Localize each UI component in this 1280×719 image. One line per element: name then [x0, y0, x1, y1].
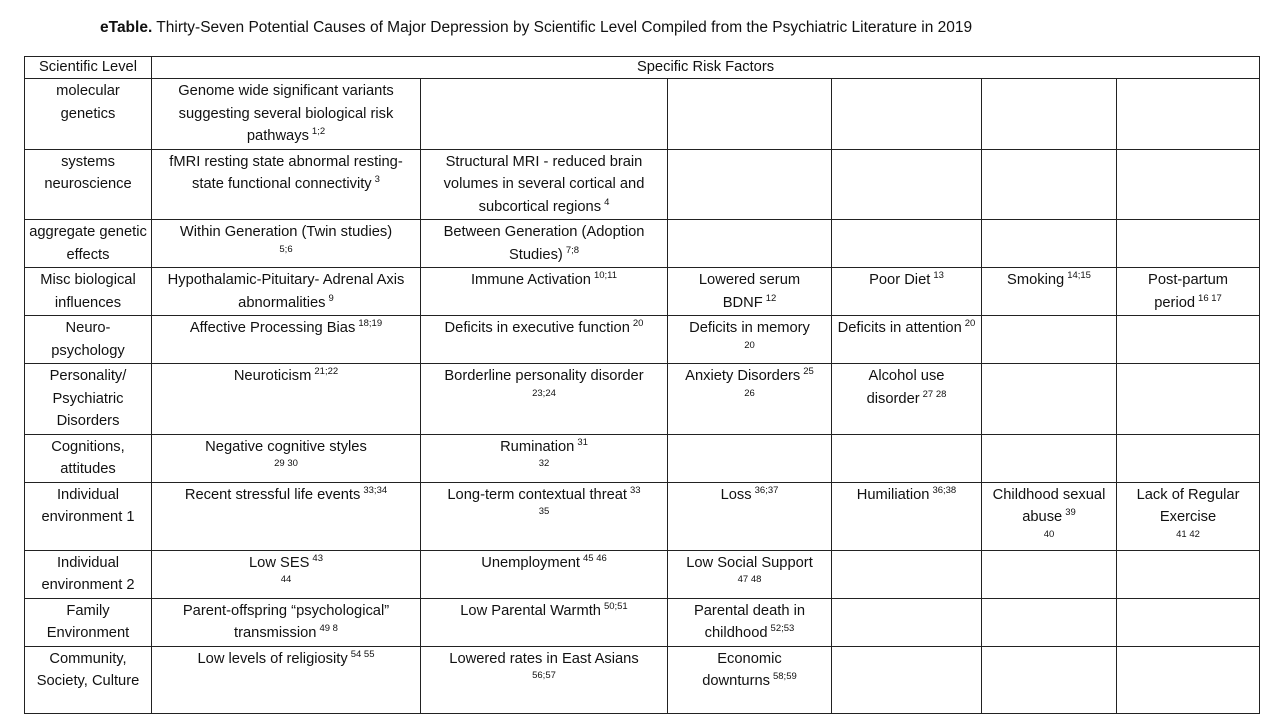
- risk-factor-cell: [982, 316, 1117, 364]
- risk-factor-cell: [668, 598, 832, 646]
- risk-factor-text: Affective Processing Bias: [189, 320, 356, 336]
- table-row: [25, 220, 1260, 268]
- citation-superscript: 9: [328, 292, 334, 304]
- citation-superscript: 31: [577, 436, 588, 448]
- citation-superscript: 58;59: [772, 671, 797, 682]
- risk-factor-cell: [832, 646, 982, 713]
- risk-factor-cell: [832, 364, 982, 435]
- table-row: [25, 550, 1260, 598]
- scientific-level-cell: systems neuroscience: [25, 149, 152, 220]
- risk-factor-cell: [1117, 364, 1260, 435]
- scientific-level-cell: aggregate genetic effects: [25, 220, 152, 268]
- citation-reference: 40: [1043, 528, 1055, 540]
- scientific-level-cell: Individual environment 2: [25, 550, 152, 598]
- citation-superscript: 14;15: [1067, 270, 1091, 281]
- citation-superscript: 18;19: [358, 318, 383, 329]
- citation-superscript: 20: [964, 318, 976, 329]
- risk-factor-text: Genome wide significant variants suggesting several biological risk pathways: [178, 83, 394, 144]
- scientific-level-cell: Individual environment 1: [25, 482, 152, 550]
- scientific-level-cell: Neuro-psychology: [25, 316, 152, 364]
- citation-superscript: 49 8: [319, 623, 338, 634]
- scientific-level-cell: Family Environment: [25, 598, 152, 646]
- risk-factor-text: Parental death in childhood: [693, 602, 806, 641]
- risk-factor-text: Deficits in attention: [837, 320, 962, 336]
- risk-factor-cell: [982, 268, 1117, 316]
- risk-factor-cell: [832, 268, 982, 316]
- risk-factor-text: Low Parental Warmth: [460, 602, 601, 619]
- risk-factor-text: Low levels of religiosity: [197, 650, 348, 667]
- risk-factor-cell: [421, 598, 668, 646]
- citation-superscript: 7;8: [565, 244, 580, 256]
- risk-factor-cell: [832, 149, 982, 220]
- risk-factor-cell: [421, 482, 668, 550]
- risk-factor-text: Low Social Support: [686, 554, 813, 571]
- risk-factor-text: Childhood sexual abuse: [992, 486, 1106, 525]
- risk-factor-text: Long-term contextual threat: [447, 486, 628, 503]
- risk-factor-cell: [152, 79, 421, 150]
- citation-superscript: 52;53: [770, 623, 795, 634]
- risk-factor-text: Hypothalamic-Pituitary- Adrenal Axis abnormalities: [167, 272, 405, 311]
- risk-factor-cell: [668, 316, 832, 364]
- risk-factor-text: Immune Activation: [470, 272, 591, 288]
- citation-reference: 26: [744, 387, 755, 399]
- risk-factor-cell: [982, 598, 1117, 646]
- table-row: [25, 149, 1260, 220]
- caption-title: Thirty-Seven Potential Causes of Major Depression by Scientific Level Compiled from the Psychiatric Literature in 2019: [156, 19, 973, 36]
- risk-factor-cell: [421, 220, 668, 268]
- risk-factor-cell: [982, 550, 1117, 598]
- risk-factor-cell: [982, 220, 1117, 268]
- risk-factor-text: Smoking: [1007, 272, 1065, 288]
- header-specific-risk-factors: Specific Risk Factors: [152, 57, 1260, 79]
- risk-factor-cell: [152, 149, 421, 220]
- risk-factor-cell: [982, 79, 1117, 150]
- citation-reference: 29 30: [274, 458, 298, 469]
- risk-factor-text: Lowered rates in East Asians: [449, 650, 639, 667]
- risk-factor-cell: [668, 434, 832, 482]
- citation-superscript: 36;37: [754, 484, 779, 496]
- citation-superscript: 27 28: [922, 388, 947, 400]
- risk-factor-cell: [152, 364, 421, 435]
- risk-factor-cell: [832, 316, 982, 364]
- scientific-level-cell: Misc biological influences: [25, 268, 152, 316]
- risk-factor-cell: [1117, 149, 1260, 220]
- citation-superscript: 50;51: [603, 600, 628, 612]
- citation-reference: 32: [538, 458, 550, 469]
- risk-factor-cell: [668, 268, 832, 316]
- risk-factor-text: Loss: [720, 486, 752, 503]
- risk-factor-text: Deficits in executive function: [444, 320, 630, 336]
- citation-reference: 41 42: [1176, 528, 1200, 540]
- citation-superscript: 45 46: [583, 552, 607, 564]
- risk-factor-cell: [1117, 598, 1260, 646]
- citation-superscript: 36;38: [932, 484, 957, 496]
- table-row: [25, 316, 1260, 364]
- risk-factor-text: Deficits in memory: [689, 320, 810, 336]
- header-row: [25, 57, 1260, 79]
- risk-factor-cell: [1117, 482, 1260, 550]
- risk-factor-text: Between Generation (Adoption Studies): [443, 224, 645, 263]
- citation-superscript: 12: [765, 292, 777, 304]
- risk-factor-text: Anxiety Disorders: [685, 368, 801, 384]
- table-caption: [100, 19, 972, 37]
- citation-reference: 20: [744, 339, 755, 351]
- risk-factor-cell: [421, 550, 668, 598]
- citation-reference: 56;57: [532, 670, 556, 681]
- risk-factor-text: fMRI resting state abnormal resting-state functional connectivity: [169, 153, 403, 192]
- risk-factor-cell: [982, 482, 1117, 550]
- risk-factor-cell: [982, 434, 1117, 482]
- risk-factor-text: Lowered serum BDNF: [698, 272, 801, 311]
- risk-factor-cell: [421, 364, 668, 435]
- risk-factor-cell: [668, 550, 832, 598]
- risk-factor-cell: [982, 149, 1117, 220]
- citation-superscript: 25: [803, 366, 814, 377]
- risk-factor-cell: [152, 434, 421, 482]
- risk-factor-cell: [832, 79, 982, 150]
- risk-factor-cell: [668, 149, 832, 220]
- citation-reference: 5;6: [279, 243, 293, 255]
- citation-superscript: 54 55: [350, 648, 375, 660]
- risk-factor-cell: [982, 364, 1117, 435]
- table-row: [25, 598, 1260, 646]
- risk-factor-cell: [1117, 434, 1260, 482]
- risk-factor-cell: [668, 482, 832, 550]
- citation-superscript: 1;2: [311, 126, 326, 137]
- risk-factor-cell: [152, 482, 421, 550]
- table-row: [25, 268, 1260, 316]
- risk-factor-table: [24, 56, 1260, 714]
- citation-superscript: 20: [632, 318, 644, 329]
- header-scientific-level: Scientific Level: [25, 57, 152, 79]
- risk-factor-text: Economic downturns: [702, 650, 782, 689]
- risk-factor-cell: [421, 434, 668, 482]
- risk-factor-cell: [421, 316, 668, 364]
- risk-factor-cell: [421, 646, 668, 713]
- table-row: [25, 79, 1260, 150]
- risk-factor-cell: [152, 598, 421, 646]
- risk-factor-text: Within Generation (Twin studies): [179, 224, 393, 240]
- citation-reference: 44: [280, 574, 292, 585]
- risk-factor-cell: [1117, 220, 1260, 268]
- risk-factor-cell: [152, 550, 421, 598]
- citation-superscript: 21;22: [314, 366, 339, 377]
- risk-factor-cell: [832, 550, 982, 598]
- risk-factor-text: Post-partum period: [1148, 272, 1229, 311]
- risk-factor-text: Recent stressful life events: [184, 486, 361, 503]
- risk-factor-cell: [421, 149, 668, 220]
- risk-factor-text: Unemployment: [481, 554, 580, 571]
- risk-factor-cell: [152, 646, 421, 713]
- risk-factor-cell: [982, 646, 1117, 713]
- risk-factor-cell: [832, 598, 982, 646]
- citation-superscript: 39: [1065, 507, 1076, 518]
- citation-superscript: 33: [630, 484, 641, 496]
- risk-factor-cell: [668, 79, 832, 150]
- citation-superscript: 43: [312, 552, 323, 564]
- citation-reference: 47 48: [737, 574, 762, 585]
- risk-factor-cell: [421, 79, 668, 150]
- citation-superscript: 3: [374, 174, 380, 185]
- risk-factor-text: Rumination: [500, 438, 575, 455]
- risk-factor-text: Alcohol use disorder: [866, 368, 945, 407]
- risk-factor-text: Neuroticism: [233, 368, 312, 384]
- risk-factor-cell: [152, 220, 421, 268]
- table-row: [25, 364, 1260, 435]
- risk-factor-text: Humiliation: [856, 486, 930, 503]
- table-row: [25, 434, 1260, 482]
- risk-factor-text: Poor Diet: [869, 272, 931, 288]
- risk-factor-cell: [668, 220, 832, 268]
- scientific-level-cell: Cognitions, attitudes: [25, 434, 152, 482]
- citation-reference: 35: [538, 506, 550, 517]
- risk-factor-text: Structural MRI - reduced brain volumes in several cortical and subcortical regions: [443, 153, 645, 215]
- risk-factor-cell: [1117, 316, 1260, 364]
- risk-factor-text: Lack of Regular Exercise: [1136, 486, 1240, 525]
- citation-superscript: 33;34: [363, 484, 388, 496]
- citation-superscript: 16 17: [1198, 292, 1222, 304]
- scientific-level-cell: Community, Society, Culture: [25, 646, 152, 713]
- scientific-level-cell: Personality/ Psychiatric Disorders: [25, 364, 152, 435]
- risk-factor-cell: [152, 316, 421, 364]
- caption-label: eTable.: [100, 19, 153, 36]
- risk-factor-cell: [1117, 550, 1260, 598]
- risk-factor-cell: [832, 482, 982, 550]
- risk-factor-cell: [832, 220, 982, 268]
- citation-superscript: 10;11: [593, 270, 618, 281]
- risk-factor-cell: [152, 268, 421, 316]
- risk-factor-cell: [1117, 79, 1260, 150]
- risk-factor-cell: [668, 364, 832, 435]
- risk-factor-cell: [832, 434, 982, 482]
- citation-reference: 23;24: [532, 387, 556, 399]
- scientific-level-cell: molecular genetics: [25, 79, 152, 150]
- risk-factor-cell: [421, 268, 668, 316]
- risk-factor-text: Low SES: [249, 554, 310, 571]
- citation-superscript: 13: [933, 270, 944, 281]
- table-row: [25, 646, 1260, 713]
- table-row: [25, 482, 1260, 550]
- risk-factor-cell: [1117, 268, 1260, 316]
- risk-factor-text: Parent-offspring “psychological” transmission: [182, 602, 390, 641]
- risk-factor-text: Negative cognitive styles: [205, 438, 367, 455]
- risk-factor-cell: [1117, 646, 1260, 713]
- risk-factor-text: Borderline personality disorder: [444, 368, 644, 384]
- citation-superscript: 4: [604, 196, 610, 208]
- risk-factor-cell: [668, 646, 832, 713]
